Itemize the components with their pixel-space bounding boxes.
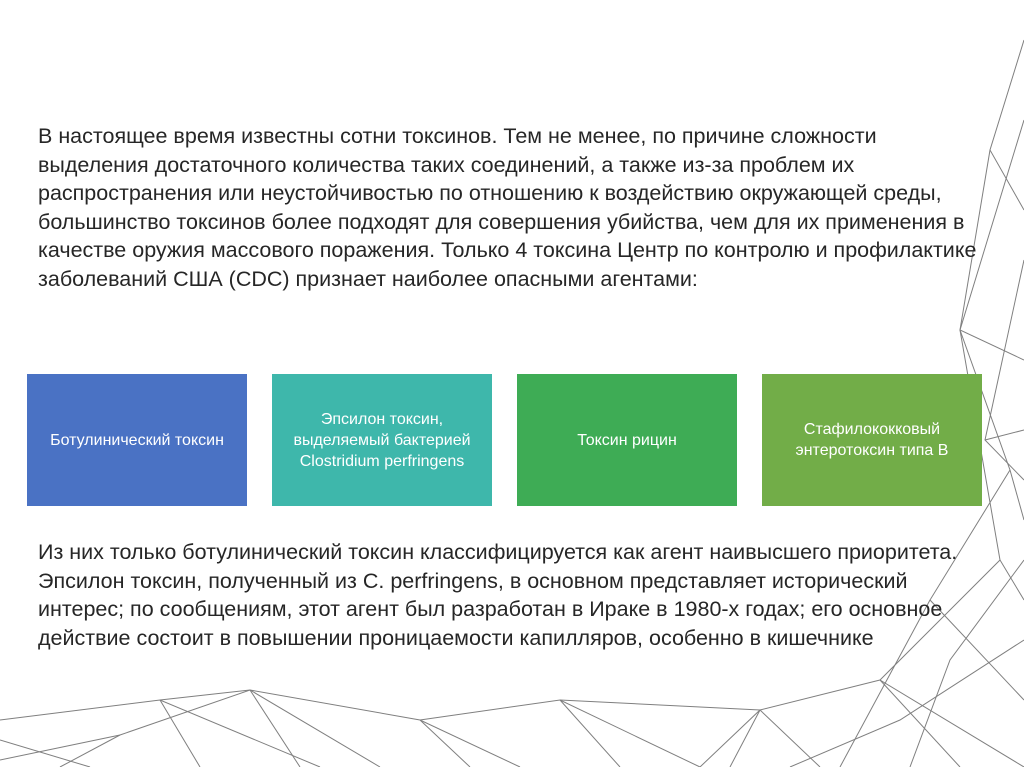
toxin-box-botulinum xyxy=(27,374,247,506)
toxin-box-epsilon xyxy=(272,374,492,506)
toxin-label: Ботулинический токсин xyxy=(50,431,224,449)
toxin-label: Токсин рицин xyxy=(577,431,677,449)
toxin-boxes xyxy=(27,374,983,506)
conclusion-paragraph: Из них только ботулинический токсин классифицируется как агент наивысшего приоритета. Эпсилон токсин, полученный из C. perfringens, в основном представляет исторический интерес; по сообщениям, этот агент был разработан в Ираке в 1980-х годах; его основное действие состоит в повышении проницаемости капилляров, особенно в кишечнике xyxy=(38,540,958,650)
toxin-label: Стафилококковый энтеротоксин типа B xyxy=(795,421,949,459)
toxin-label: Эпсилон токсин, выделяемый бактерией Clostridium perfringens xyxy=(293,410,471,470)
toxin-box-ricin xyxy=(517,374,737,506)
toxin-box-staph-enterotoxin xyxy=(762,374,982,506)
intro-paragraph: В настоящее время известны сотни токсинов. Тем не менее, по причине сложности выделения достаточного количества таких соединений, а также из-за проблем их распространения или неустойчивостью по отношению к воздействию окружающей среды, большинство токсинов более подходят для совершения убийства, чем для их применения в качестве оружия массового поражения. Только 4 токсина Центр по контролю и профилактике заболеваний США (CDC) признает наиболее опасными агентами: xyxy=(38,124,977,291)
